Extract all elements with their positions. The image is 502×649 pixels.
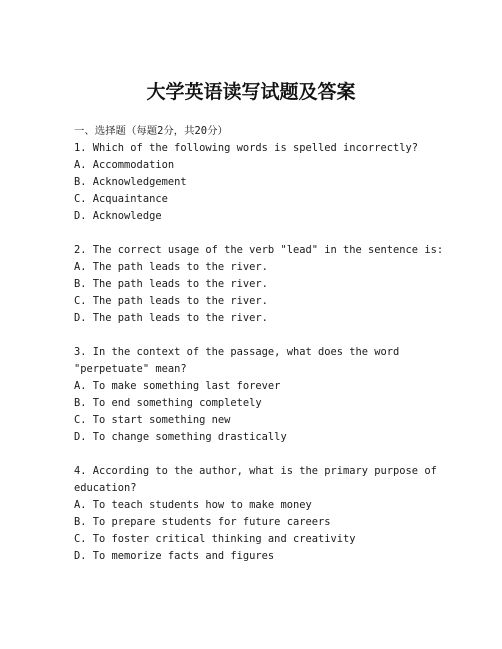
question-1-stem: 1. Which of the following words is spelled incorrectly?	[74, 142, 419, 154]
question-1-option-c: C. Acquaintance	[74, 193, 168, 205]
question-3-stem-line-2: "perpetuate" mean?	[74, 363, 187, 375]
question-1-option-a: A. Accommodation	[74, 159, 175, 171]
question-2-stem: 2. The correct usage of the verb "lead" in the sentence is:	[74, 244, 444, 256]
question-3-stem-line-1: 3. In the context of the passage, what does the word	[74, 346, 400, 358]
question-1-option-b: B. Acknowledgement	[74, 176, 187, 188]
question-4-option-b: B. To prepare students for future careers	[74, 516, 331, 528]
question-4-stem-line-2: education?	[74, 482, 137, 494]
question-4	[74, 463, 437, 565]
section-heading: 一、选择题（每题2分，共20分）	[74, 125, 228, 137]
question-1-option-d: D. Acknowledge	[74, 210, 162, 222]
document-title: 大学英语读写试题及答案	[146, 81, 356, 103]
question-3-option-c: C. To start something new	[74, 414, 231, 426]
question-2-option-b: B. The path leads to the river.	[74, 278, 268, 290]
question-4-option-c: C. To foster critical thinking and creativity	[74, 533, 356, 545]
question-3-option-d: D. To change something drastically	[74, 431, 287, 443]
document-body	[74, 123, 444, 565]
question-3-option-a: A. To make something last forever	[74, 380, 281, 392]
question-3-option-b: B. To end something completely	[74, 397, 262, 409]
question-4-option-d: D. To memorize facts and figures	[74, 550, 275, 562]
question-1	[74, 140, 434, 225]
question-4-stem-line-1: 4. According to the author, what is the primary purpose of	[74, 465, 437, 477]
question-2-option-a: A. The path leads to the river.	[74, 261, 268, 273]
question-3	[74, 344, 434, 446]
question-2-option-c: C. The path leads to the river.	[74, 295, 268, 307]
question-2-option-d: D. The path leads to the river.	[74, 312, 268, 324]
question-2	[74, 242, 444, 327]
question-4-option-a: A. To teach students how to make money	[74, 499, 312, 511]
